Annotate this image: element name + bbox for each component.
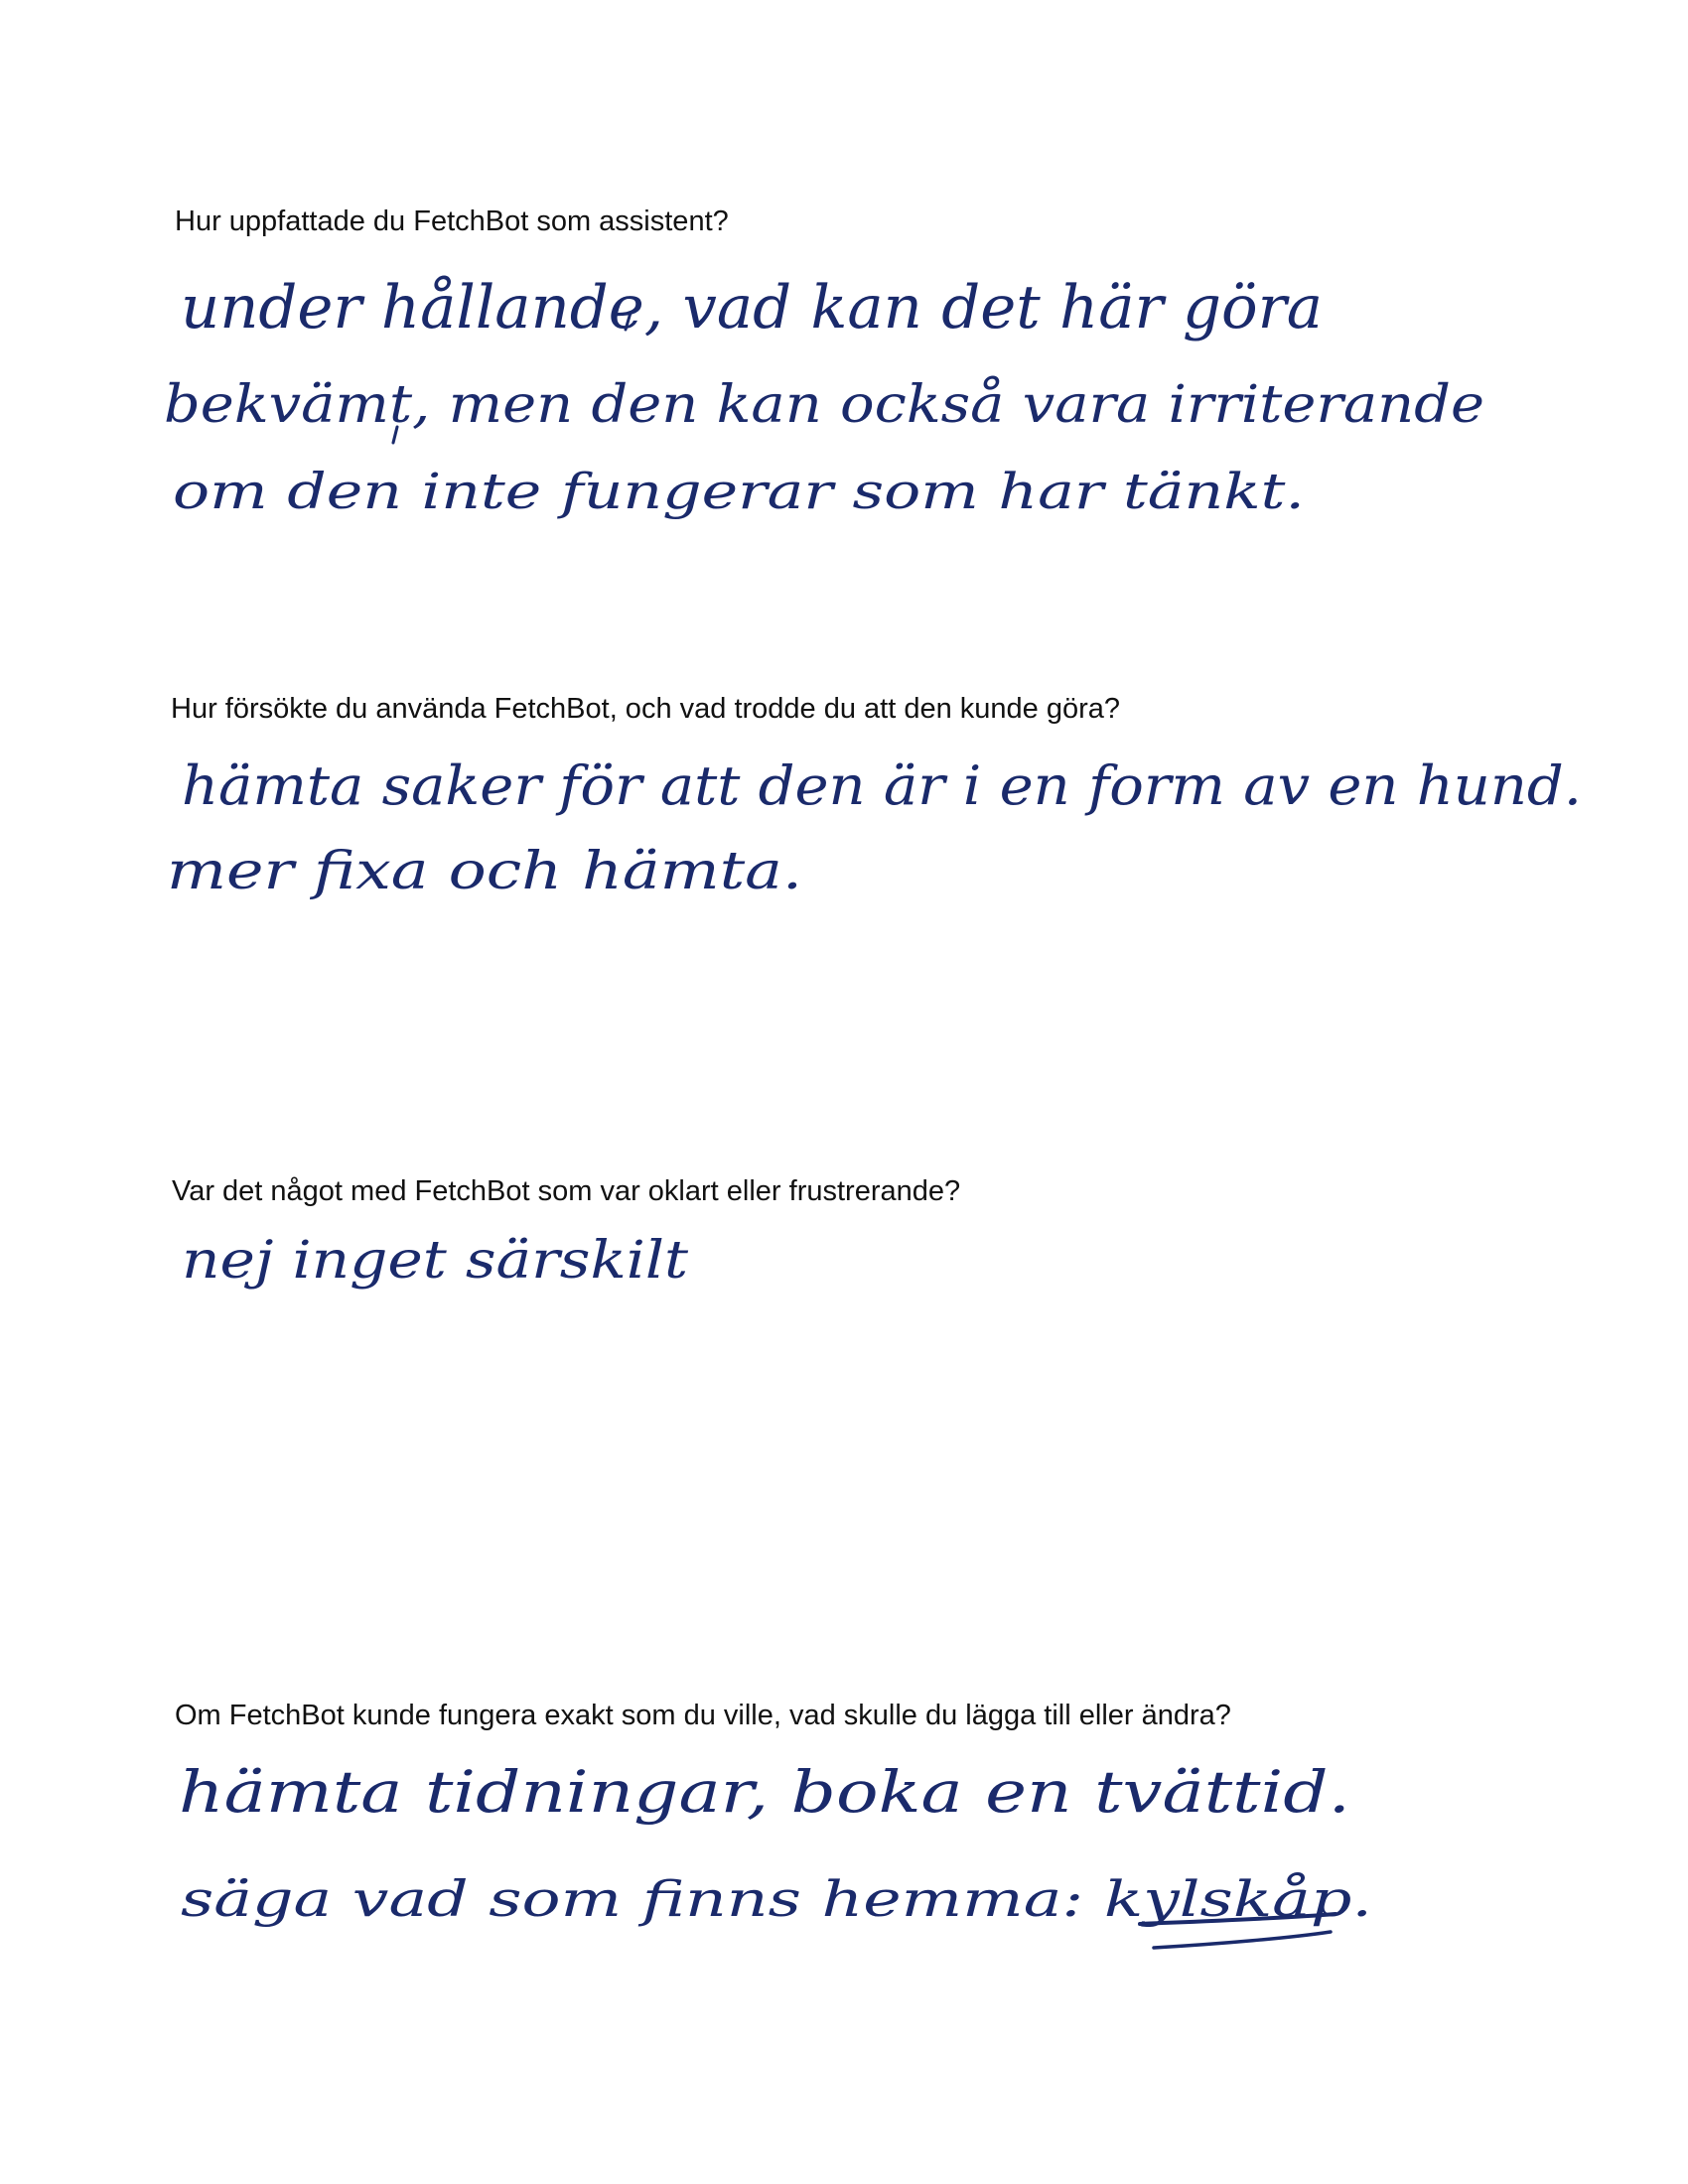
answer-1-line-3: om den inte fungerar som har tänkt. — [173, 463, 1305, 520]
answer-2-line-2: mer fixa och hämta. — [167, 842, 802, 901]
question-3: Var det något med FetchBot som var oklart eller frustrerande? — [172, 1175, 961, 1207]
answer-4-line-1: hämta tidningar, boka en tvättid. — [179, 1758, 1350, 1826]
answer-4-line-2: säga vad som finns hemma: kylskåp. — [181, 1870, 1372, 1928]
underline-stroke-2 — [1154, 1932, 1331, 1948]
question-2: Hur försökte du använda FetchBot, och vad trodde du att den kunde göra? — [171, 693, 1121, 725]
answer-1-line-2: bekvämt, men den kan också vara irriterande — [164, 375, 1484, 435]
answer-2-line-1: hämta saker för att den är i en form av en hund. — [182, 754, 1582, 817]
question-1: Hur uppfattade du FetchBot som assistent? — [175, 205, 729, 237]
answer-1-line-1: under hållande, vad kan det här göra — [181, 273, 1323, 342]
answer-3-line-1: nej inget särskilt — [182, 1231, 689, 1291]
question-4: Om FetchBot kunde fungera exakt som du ville, vad skulle du lägga till eller ändra? — [175, 1700, 1231, 1731]
